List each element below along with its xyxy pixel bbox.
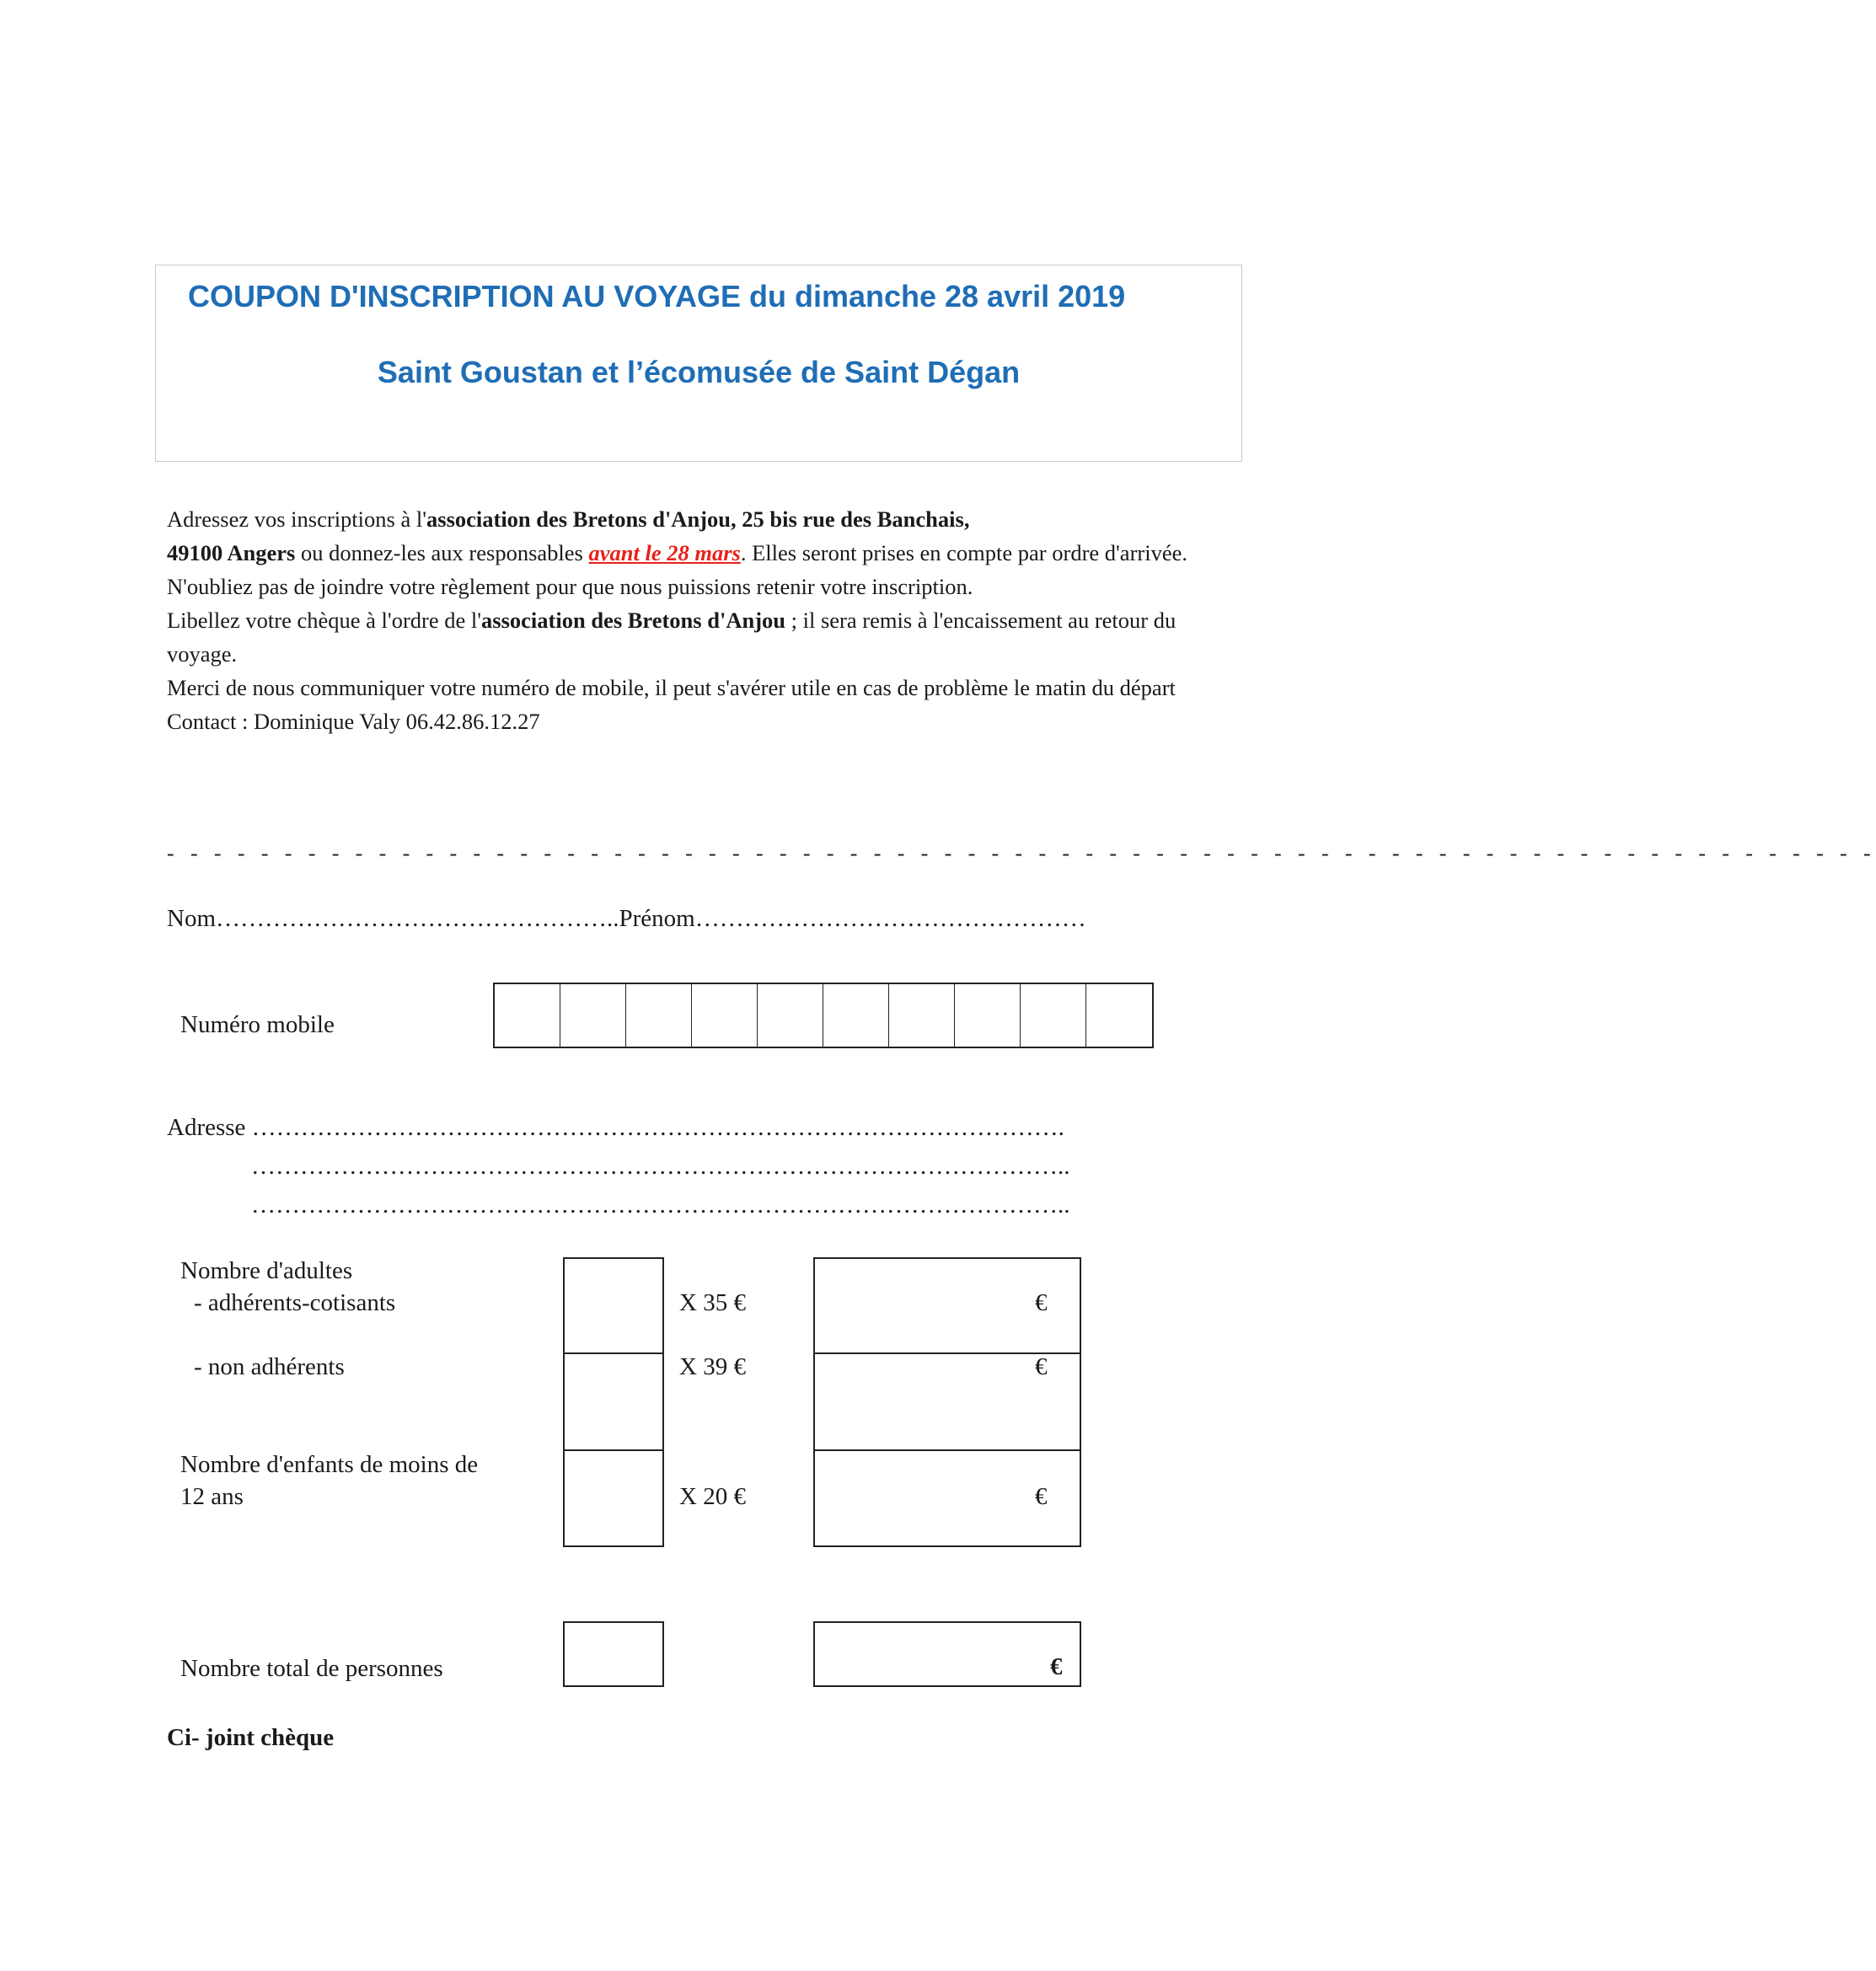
adults-label: Nombre d'adultes: [180, 1257, 353, 1284]
page-title: COUPON D'INSCRIPTION AU VOYAGE du dimanche 28 avril 2019: [188, 279, 1126, 313]
total-persons-input[interactable]: [563, 1621, 664, 1687]
euro-symbol: €: [1035, 1289, 1048, 1316]
mobile-digit-cell[interactable]: [758, 984, 823, 1047]
mobile-digit-cell[interactable]: [560, 984, 626, 1047]
total-label: Nombre total de personnes: [180, 1655, 443, 1682]
intro-text-span: ; il sera remis à l'encaissement au retour du voyage.: [167, 608, 1177, 667]
mobile-number-grid[interactable]: [493, 983, 1154, 1048]
total-euro-symbol: €: [1050, 1653, 1063, 1680]
children-quantity-input[interactable]: [565, 1452, 662, 1545]
mobile-digit-cell[interactable]: [692, 984, 758, 1047]
nonmembers-label: - non adhérents: [194, 1353, 345, 1380]
euro-symbol: €: [1035, 1353, 1048, 1380]
header-box: [155, 265, 1242, 462]
quantity-divider: [563, 1449, 664, 1451]
address-field-line-2[interactable]: ………………………………………………………………………………………..: [251, 1153, 1070, 1180]
price-nonmembers: X 39 €: [679, 1353, 746, 1380]
name-field[interactable]: Nom…………………………………………..Prénom…………………………………………: [167, 905, 1086, 932]
children-label: Nombre d'enfants de moins de: [180, 1451, 479, 1478]
mobile-digit-cell[interactable]: [889, 984, 955, 1047]
cut-line: - - - - - - - - - - - - - - - - - - - - - - - - - - - - - - - - - - - - - - - - - - - - - - - - - - - - - - - - - - - - - - - - - - - - - - - - -: [167, 841, 1876, 865]
cheque-payee: association des Bretons d'Anjou: [481, 608, 786, 633]
association-address: association des Bretons d'Anjou, 25 bis rue des Banchais,: [426, 506, 970, 532]
intro-text-span: . Elles seront prises en compte par ordre d'arrivée.: [740, 540, 1187, 565]
deadline: avant le 28 mars: [588, 540, 741, 565]
total-amount-input[interactable]: [813, 1621, 1081, 1687]
nonmembers-quantity-input[interactable]: [565, 1355, 662, 1448]
intro-text-span: Adressez vos inscriptions à l': [167, 506, 426, 532]
intro-paragraph-mobile: Merci de nous communiquer votre numéro de mobile, il peut s'avérer utile en cas de problème le matin du départ: [167, 675, 1176, 700]
euro-symbol: €: [1035, 1483, 1048, 1510]
address-field-line-3[interactable]: ………………………………………………………………………………………..: [251, 1192, 1070, 1218]
mobile-label: Numéro mobile: [180, 1011, 335, 1038]
mobile-digit-cell[interactable]: [495, 984, 560, 1047]
mobile-digit-cell[interactable]: [1021, 984, 1086, 1047]
members-label: - adhérents-cotisants: [194, 1289, 396, 1316]
mobile-digit-cell[interactable]: [626, 984, 692, 1047]
intro-text: [167, 502, 1246, 738]
mobile-digit-cell[interactable]: [823, 984, 889, 1047]
intro-text-span: ou donnez-les aux responsables: [295, 540, 589, 565]
price-children: X 20 €: [679, 1483, 746, 1510]
mobile-digit-cell[interactable]: [1086, 984, 1152, 1047]
intro-text-span: Libellez votre chèque à l'ordre de l': [167, 608, 482, 633]
page-subtitle: Saint Goustan et l’écomusée de Saint Dégan: [377, 355, 1021, 389]
contact-line: Contact : Dominique Valy 06.42.86.12.27: [167, 709, 540, 734]
city: 49100 Angers: [167, 540, 296, 565]
members-quantity-input[interactable]: [565, 1259, 662, 1352]
amount-divider: [813, 1449, 1081, 1451]
mobile-digit-cell[interactable]: [955, 984, 1021, 1047]
intro-paragraph-payment: N'oubliez pas de joindre votre règlement pour que nous puissions retenir votre inscription.: [167, 574, 973, 599]
quantity-divider: [563, 1352, 664, 1354]
intro-paragraph-cheque: [167, 603, 1246, 671]
price-members: X 35 €: [679, 1289, 746, 1316]
address-field-line-1[interactable]: Adresse ……………………………………………………………………………………….: [167, 1114, 1064, 1141]
children-label-age: 12 ans: [180, 1483, 244, 1510]
cheque-label: Ci- joint chèque: [167, 1724, 335, 1751]
intro-paragraph-address: [167, 502, 1246, 570]
